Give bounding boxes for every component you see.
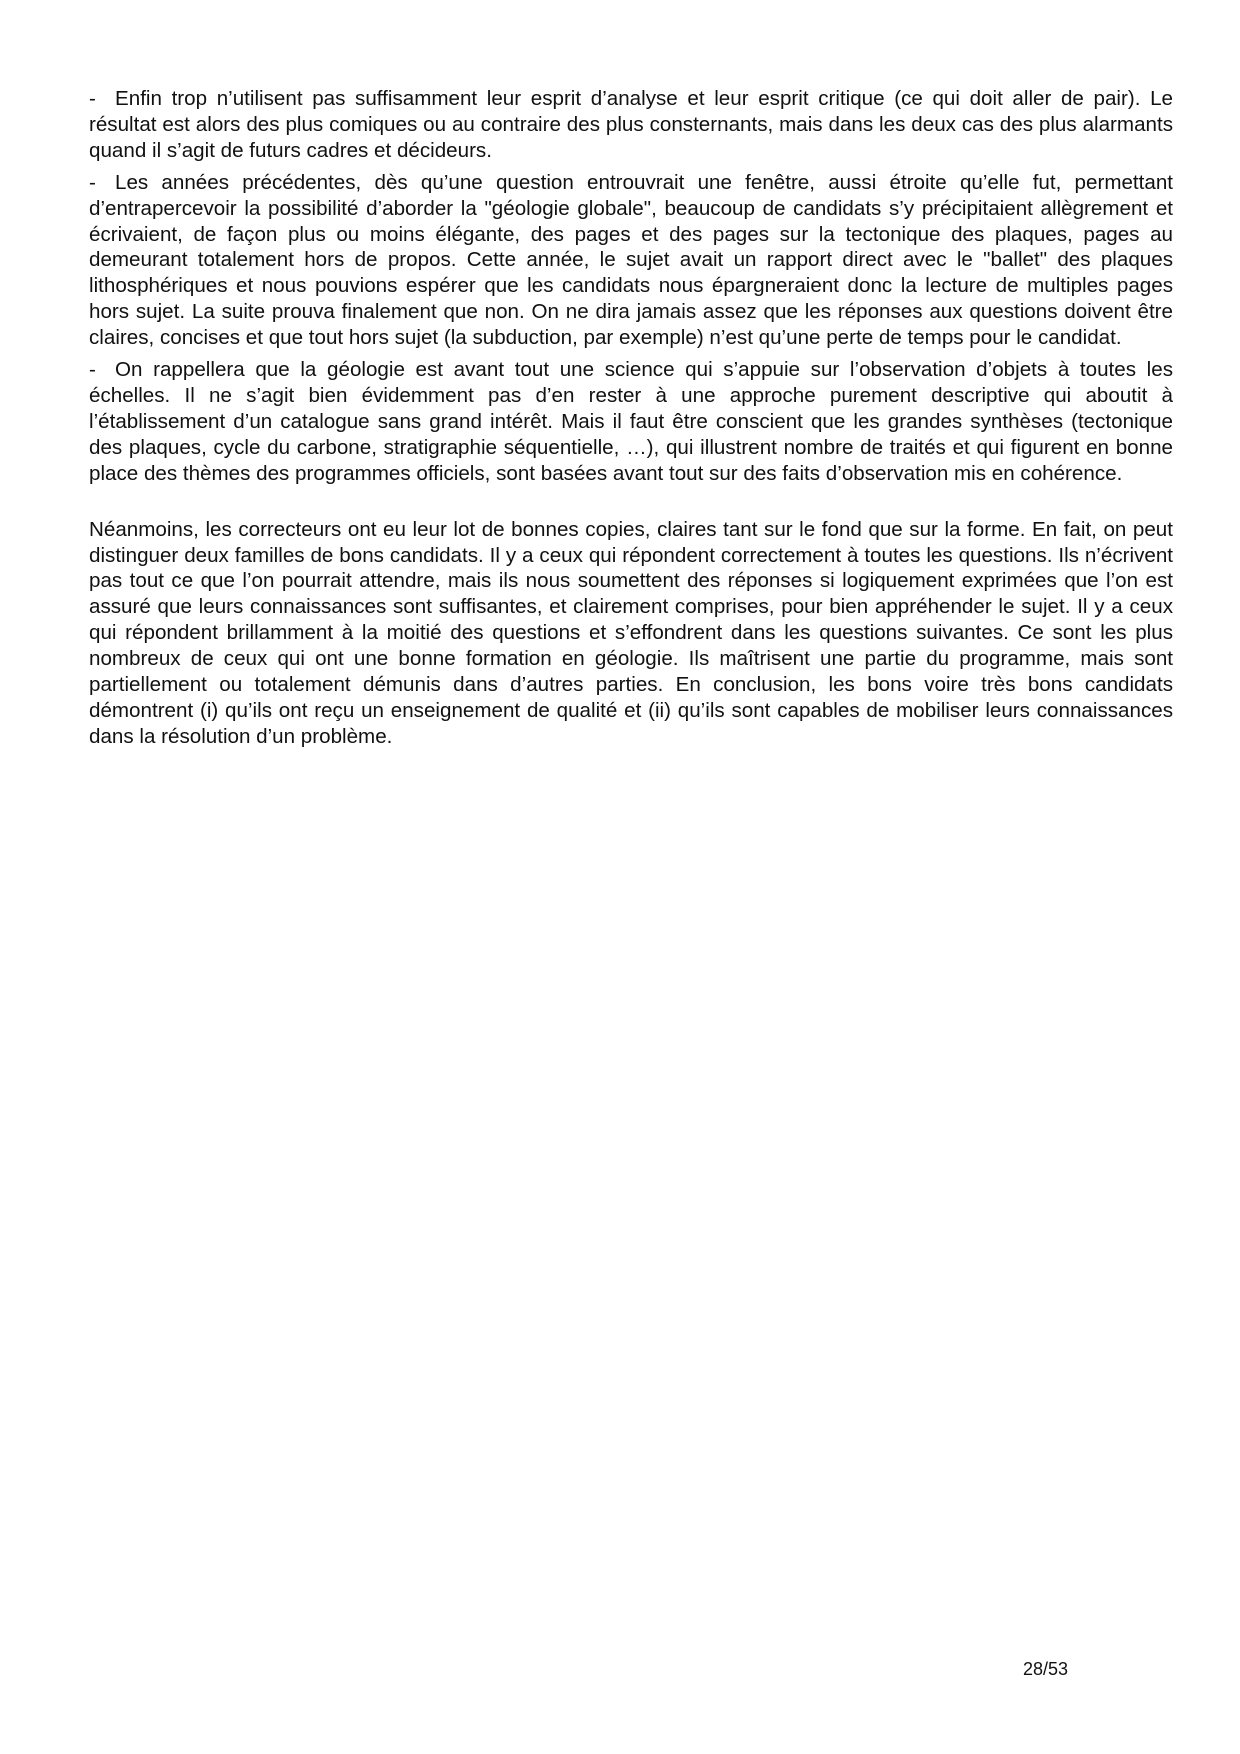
bullet-text-global-geology: Les années précédentes, dès qu’une question entrouvrait une fenêtre, aussi étroite qu’elle fut, permettant d’entrapercevoir la possibilité d’aborder la "géologie globale", beaucoup de candidats s’y précipitaient allègrement et écrivaient, de façon plus ou moins élégante, des pages et des pages sur la tectonique des plaques, pages au demeurant totalement hors de propos. Cette année, le sujet avait un rapport direct avec le "ballet" des plaques lithosphériques et nous pouvions espérer que les candidats nous épargneraient donc la lecture de multiples pages hors sujet. La suite prouva finalement que non. On ne dira jamais assez que les réponses aux questions doivent être claires, concises et que tout hors sujet (la subduction, par exemple) n’est qu’une perte de temps pour le candidat. [89, 170, 1173, 350]
bullet-dash: - [89, 358, 96, 382]
paragraph-spacer [89, 493, 1173, 517]
page-number: 28/53 [1023, 1659, 1069, 1679]
bullet-text-observation: On rappellera que la géologie est avant tout une science qui s’appuie sur l’observation d’objets à toutes les échelles. Il ne s’agit bien évidemment pas d’en rester à une approche purement descriptive qui aboutit à l’établissement d’un catalogue sans grand intérêt. Mais il faut être conscient que les grandes synthèses (tectonique des plaques, cycle du carbone, stratigraphie séquentielle, …), qui illustrent nombre de traités et qui figurent en bonne place des thèmes des programmes officiels, sont basées avant tout sur des faits d’observation mis en cohérence. [89, 358, 1173, 485]
document-page [89, 86, 1173, 750]
conclusion-paragraph: Néanmoins, les correcteurs ont eu leur lot de bonnes copies, claires tant sur le fond que sur la forme. En fait, on peut distinguer deux familles de bons candidats. Il y a ceux qui répondent correctement à toutes les questions. Ils n’écrivent pas tout ce que l’on pourrait attendre, mais ils nous soumettent des réponses si logiquement exprimées que l’on est assuré que leurs connaissances sont suffisantes, et clairement comprises, pour bien appréhender le sujet. Il y a ceux qui répondent brillamment à la moitié des questions et s’effondrent dans les questions suivantes. Ce sont les plus nombreux de ceux qui ont une bonne formation en géologie. Ils maîtrisent une partie du programme, mais sont partiellement ou totalement démunis dans d’autres parties. En conclusion, les bons voire très bons candidats démontrent (i) qu’ils ont reçu un enseignement de qualité et (ii) qu’ils sont capables de mobiliser leurs connaissances dans la résolution d’un problème. [89, 517, 1173, 748]
bullet-paragraph-global-geology [89, 170, 1173, 351]
bullet-paragraph-observation [89, 357, 1173, 487]
bullet-text-analysis: Enfin trop n’utilisent pas suffisamment leur esprit d’analyse et leur esprit critique (ce qui doit aller de pair). Le résultat est alors des plus comiques ou au contraire des plus consternants, mais dans les deux cas des plus alarmants quand il s’agit de futurs cadres et décideurs. [89, 87, 1173, 162]
bullet-dash: - [89, 170, 96, 194]
bullet-dash: - [89, 87, 96, 110]
bullet-paragraph-analysis [89, 86, 1173, 164]
